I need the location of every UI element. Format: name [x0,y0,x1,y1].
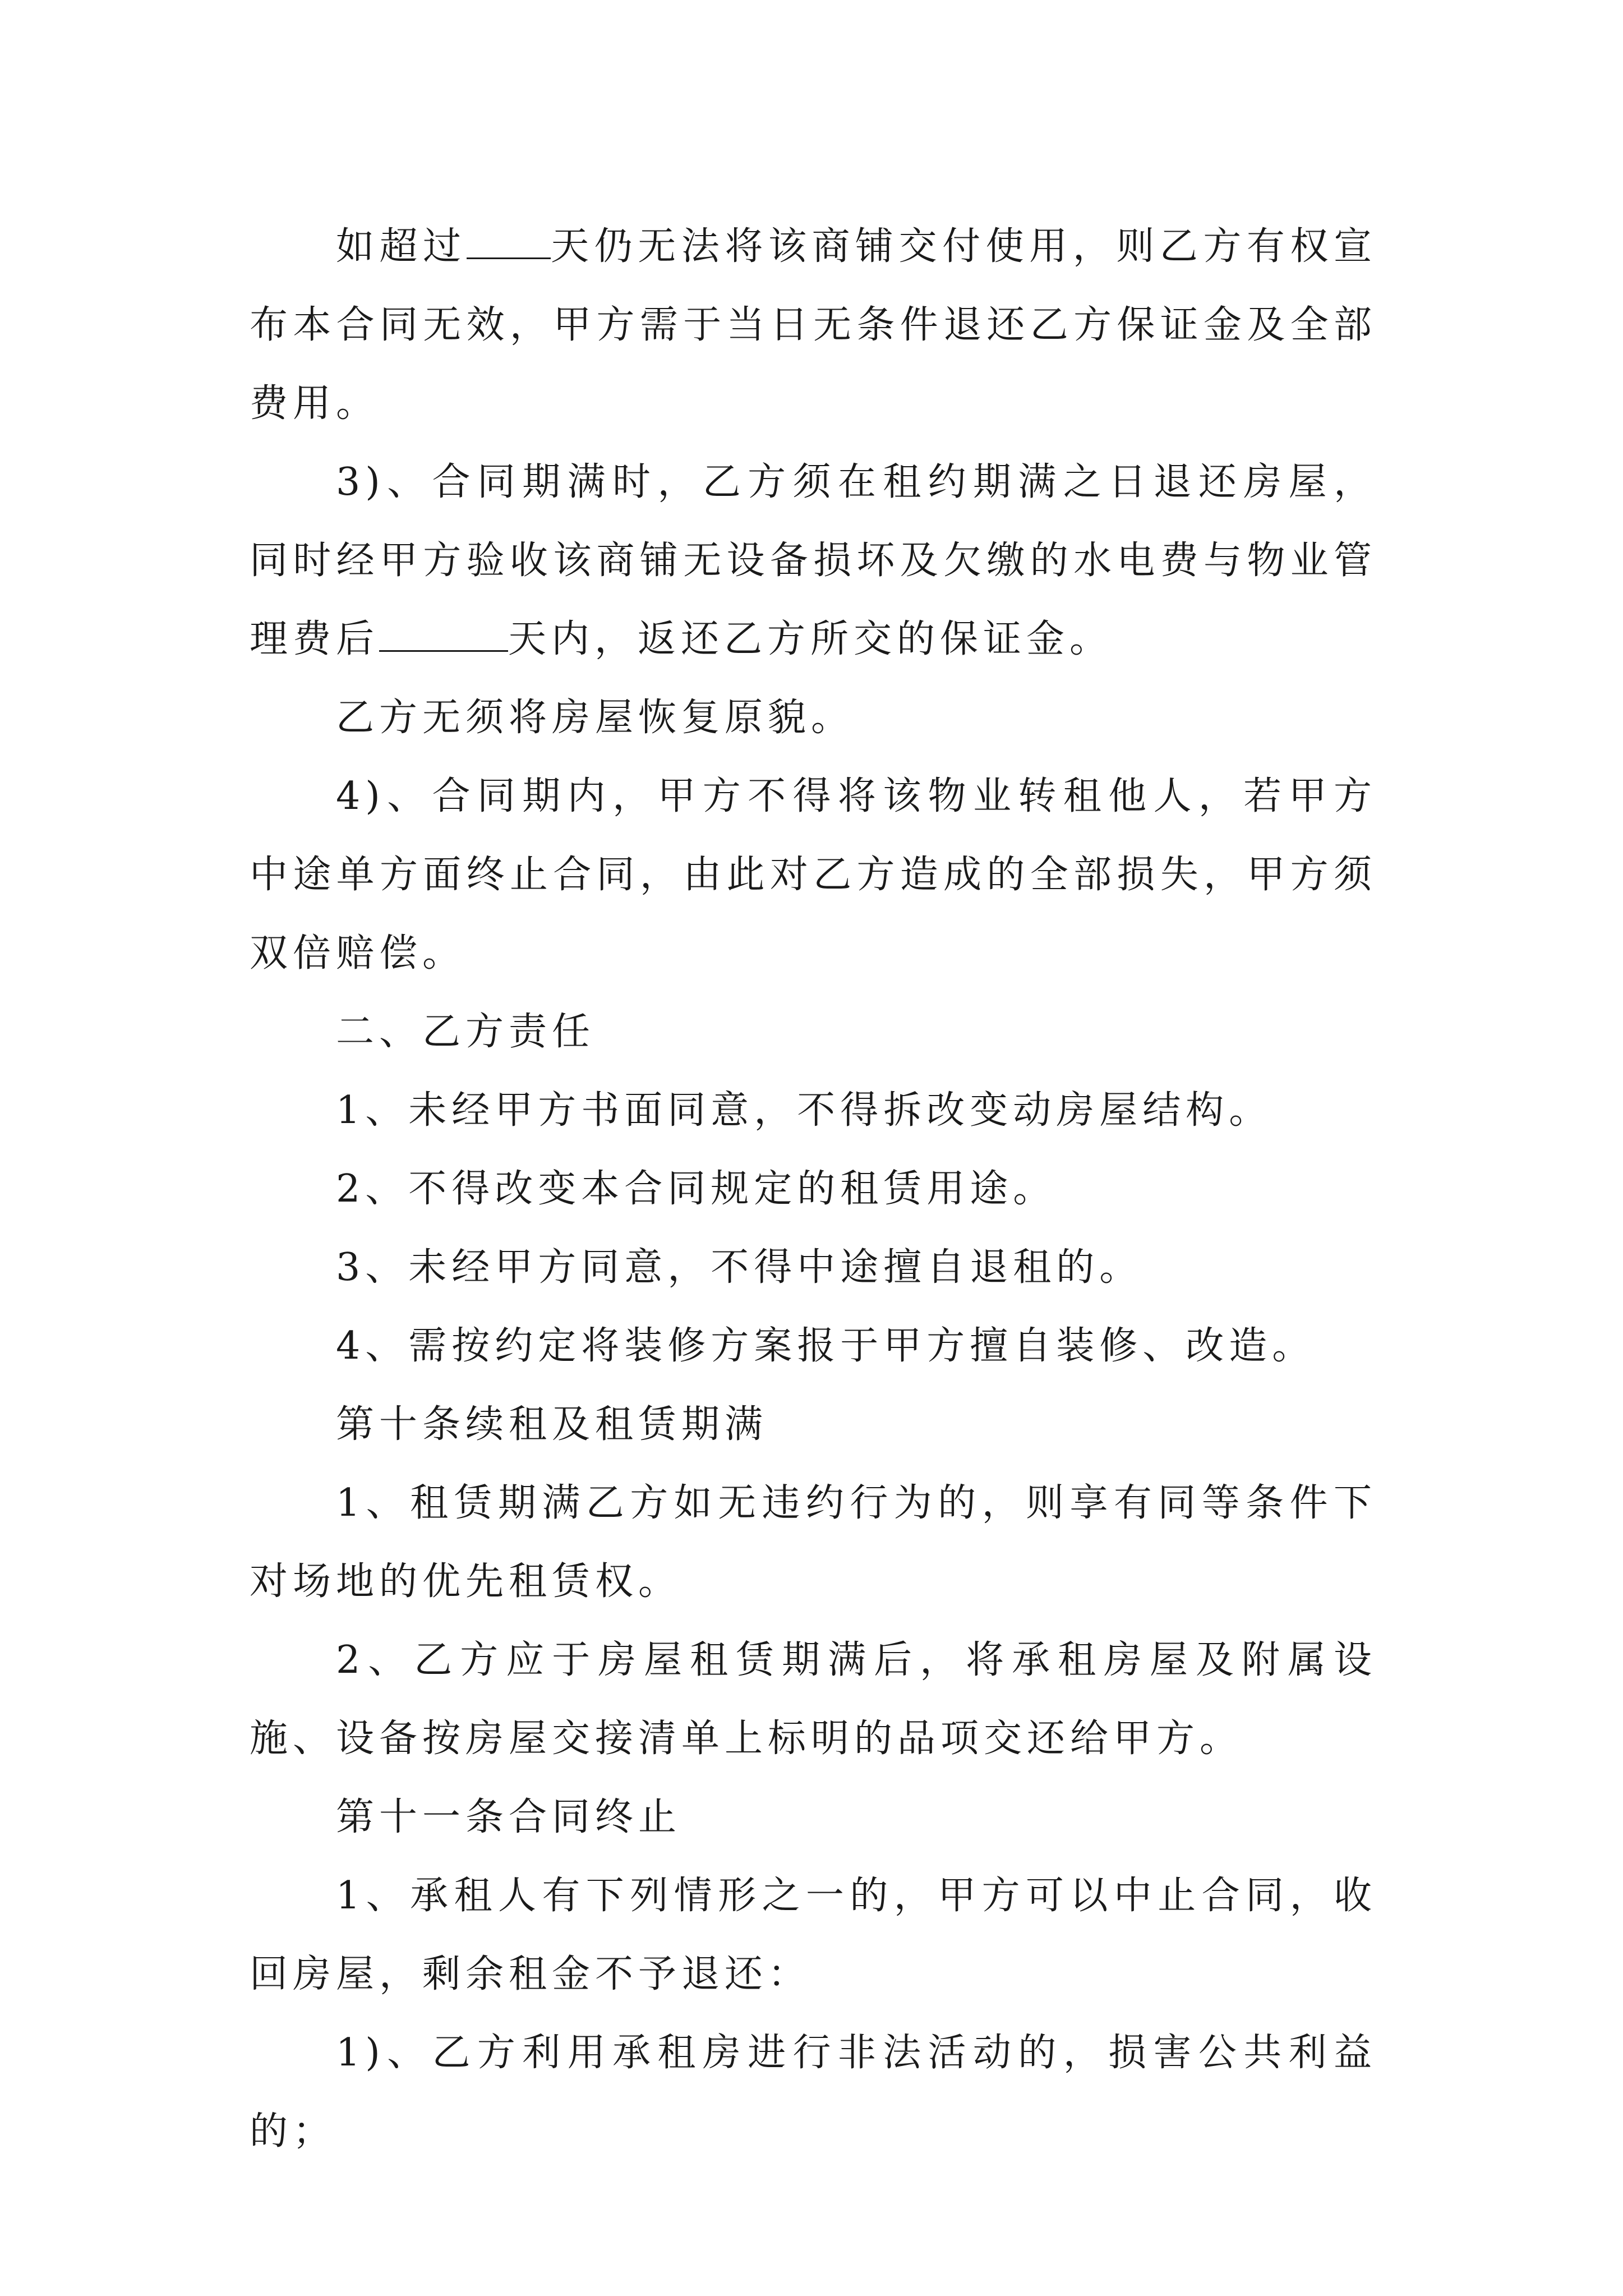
list-item: 1、承租人有下列情形之一的，甲方可以中止合同，收回房屋，剩余租金不予退还： [250,1874,1377,1996]
article-heading-renewal: 第十条续租及租赁期满 [336,1402,768,1447]
paragraph-restore: 乙方无须将房屋恢复原貌。 [336,696,855,740]
list-item: 3、未经甲方同意，不得中途擅自退租的。 [336,1245,1143,1290]
paragraph-delivery-deadline [250,208,1377,443]
list-item: 1、未经甲方书面同意，不得拆改变动房屋结构。 [336,1088,1272,1133]
paragraph-text: 天仍无法将该商铺交付使用，则乙方有权宣布本合同无效，甲方需于当日无条件退还乙方保证金及全部费用。 [250,224,1377,426]
paragraph-term-expiry [250,443,1377,679]
list-item: 1、租赁期满乙方如无违约行为的，则享有同等条件下对场地的优先租赁权。 [250,1481,1377,1604]
paragraph-sublet: 4)、合同期内，甲方不得将该物业转租他人，若甲方中途单方面终止合同，由此对乙方造成的全部损失，甲方须双倍赔偿。 [250,774,1377,976]
list-item: 2、不得改变本合同规定的租赁用途。 [336,1167,1057,1211]
section-heading-tenant-duty: 二、乙方责任 [336,1010,596,1054]
paragraph-text: 如超过 [336,224,467,269]
list-item: 2、乙方应于房屋租赁期满后，将承租房屋及附属设施、设备按房屋交接清单上标明的品项交还给甲方。 [250,1638,1377,1761]
contract-text [250,208,1377,2171]
paragraph-text: 3)、合同期满时，乙方须在租约期满之日退还房屋，同时经甲方验收该商铺无设备损坏及欠缴的水电费与物业管理费后 [250,460,1377,661]
paragraph-text: 天内，返还乙方所交的保证金。 [508,617,1113,661]
list-item: 4、需按约定将装修方案报于甲方擅自装修、改造。 [336,1324,1316,1368]
blank-line [379,616,508,652]
article-heading-termination: 第十一条合同终止 [336,1795,682,1839]
blank-line [467,224,551,259]
list-item: 1)、乙方利用承租房进行非法活动的，损害公共利益的； [250,2031,1377,2154]
